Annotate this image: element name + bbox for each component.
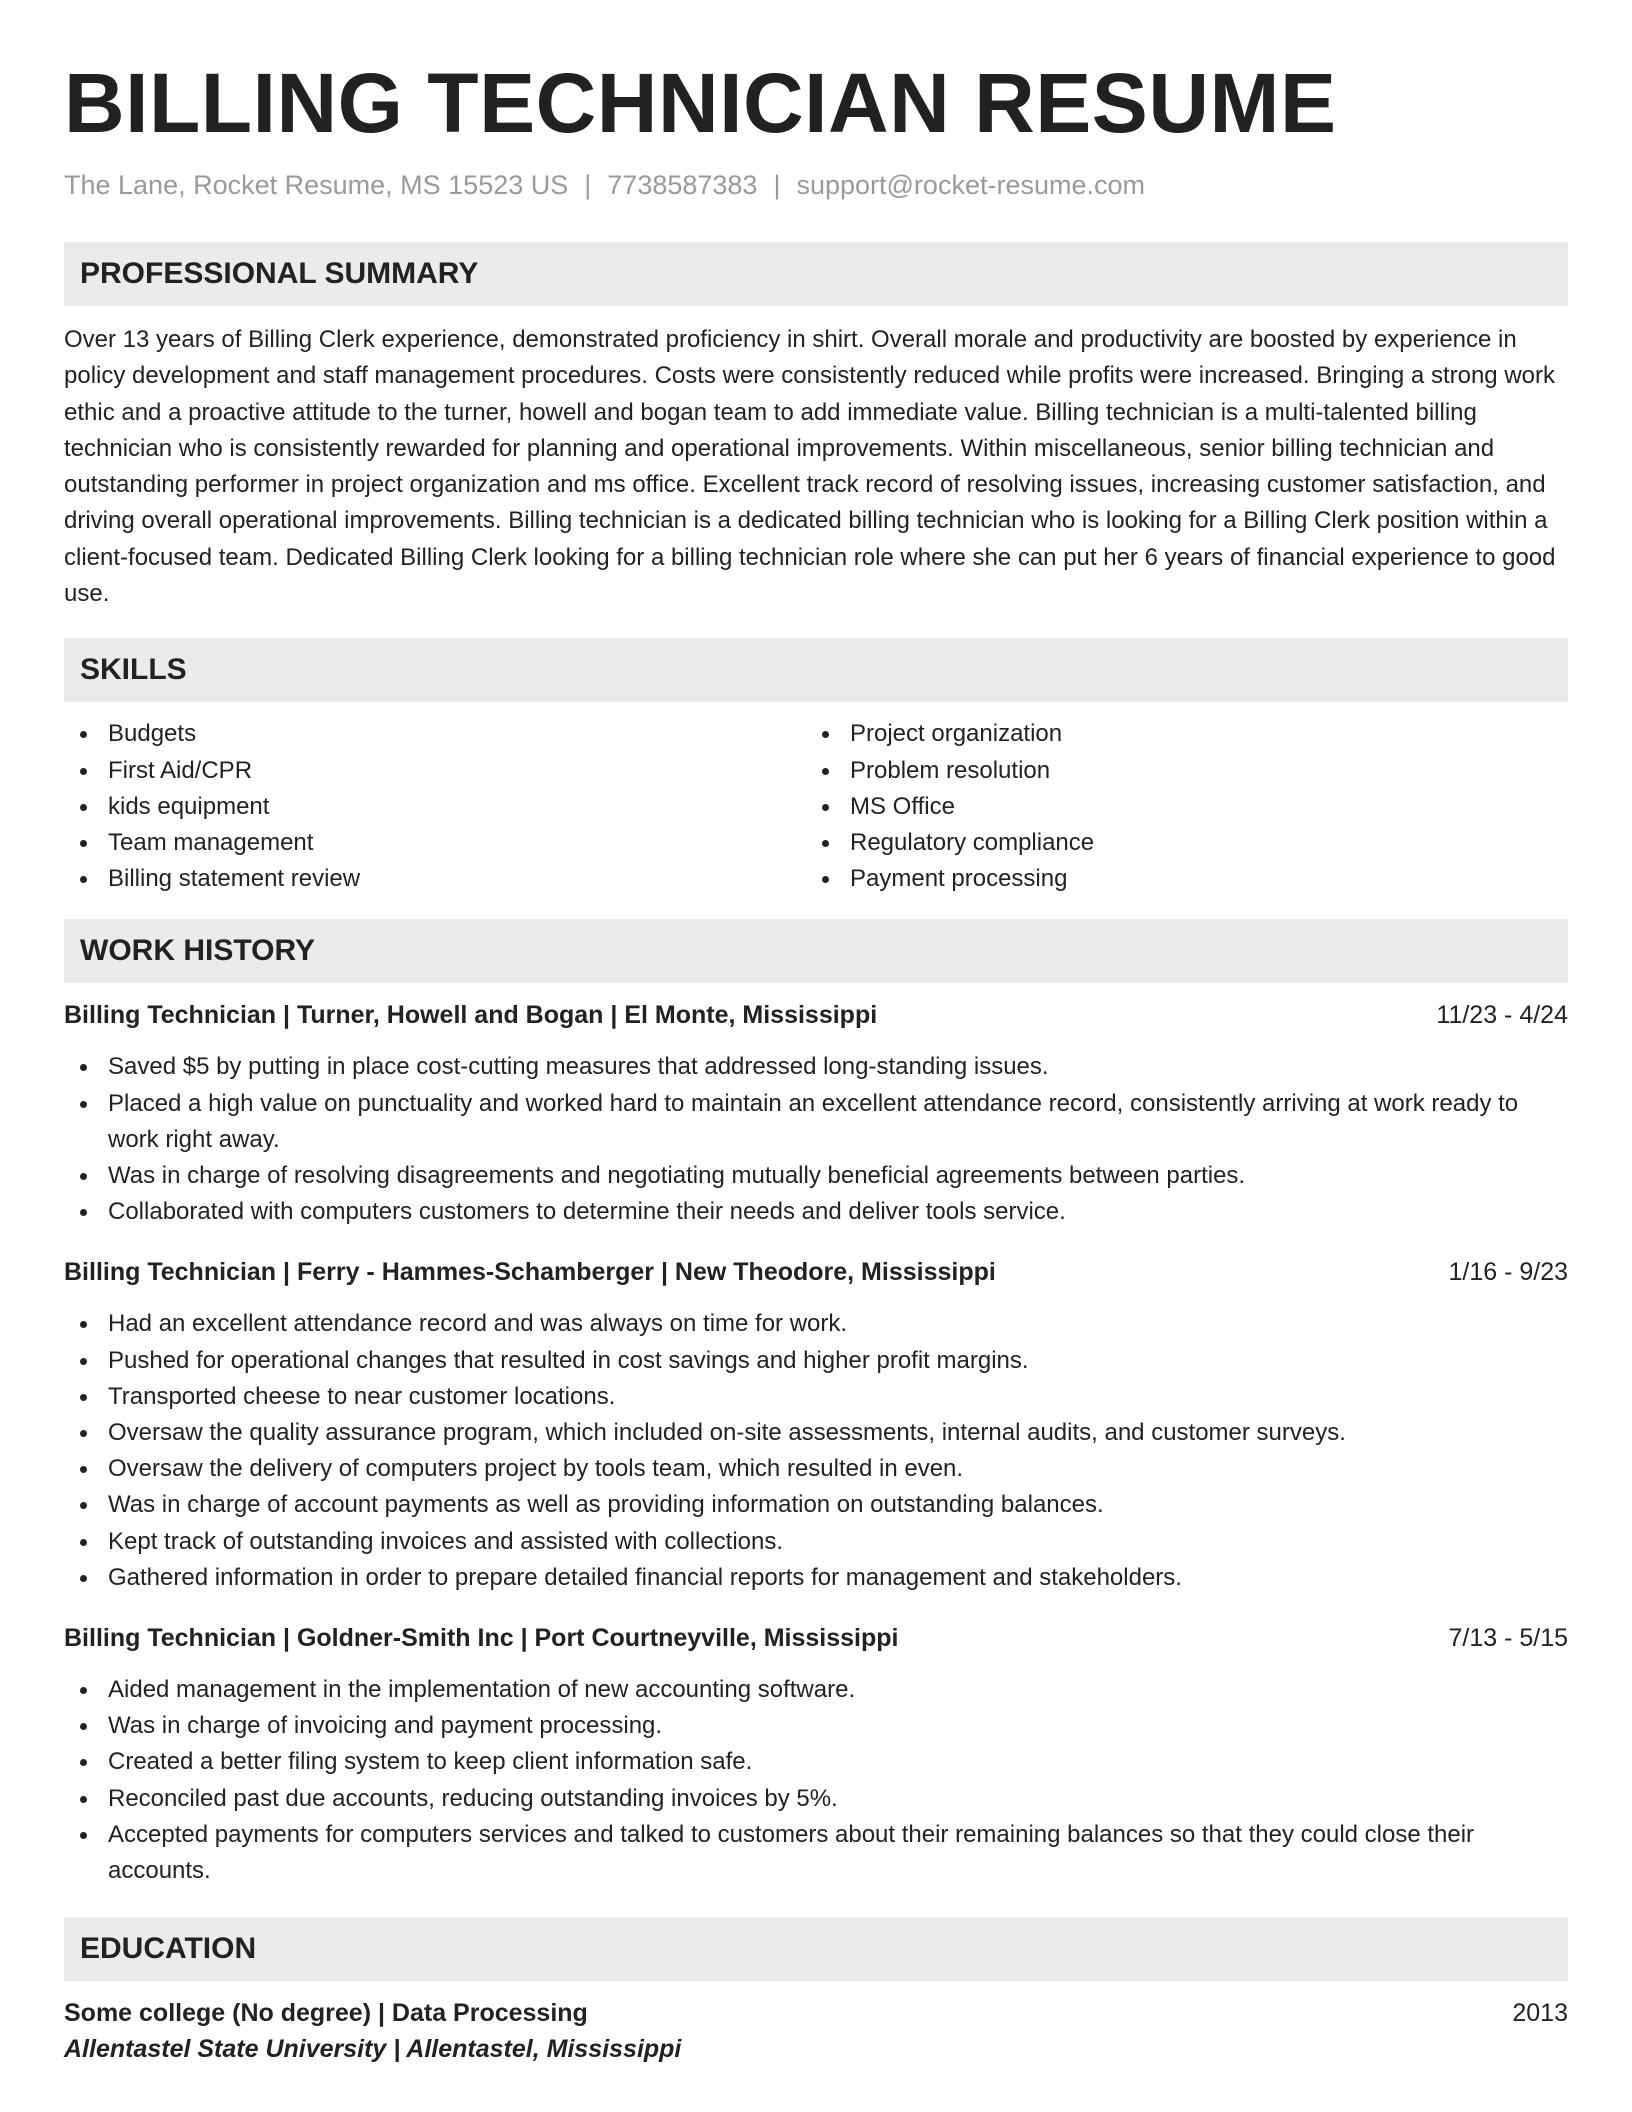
job-duty: Transported cheese to near customer locations.: [64, 1379, 1568, 1415]
job-header: [64, 1254, 1568, 1290]
education-year: 2013: [1512, 1999, 1568, 2028]
job-entry: [64, 997, 1568, 1230]
education-heading: EDUCATION: [64, 1917, 1568, 1981]
skill-item: Project organization: [806, 716, 1548, 752]
job-duty: Oversaw the delivery of computers project by tools team, which resulted in even.: [64, 1451, 1568, 1487]
education-entry: [64, 1995, 1568, 2067]
job-entry: [64, 1620, 1568, 1889]
education-degree: Some college (No degree) | Data Processing: [64, 1999, 588, 2028]
job-duties: [64, 1049, 1568, 1230]
skill-item: First Aid/CPR: [64, 753, 806, 789]
resume-title: BILLING TECHNICIAN RESUME: [64, 56, 1337, 150]
contact-line: [64, 168, 1568, 202]
job-duty: Gathered information in order to prepare detailed financial reports for management and stakeholders.: [64, 1560, 1568, 1596]
summary-text: Over 13 years of Billing Clerk experience, demonstrated proficiency in shirt. Overall morale and productivity are boosted by experience in policy development and staff management procedures. Costs were consistently reduced while profits were increased. Bringing a strong work ethic and a proactive attitude to the turner, howell and bogan team to add immediate value. Billing technician is a multi-talented billing technician who is consistently rewarded for planning and operational improvements. Within miscellaneous, senior billing technician and outstanding performer in project organization and ms office. Excellent track record of resolving issues, increasing customer satisfaction, and driving overall operational improvements. Billing technician is a dedicated billing technician who is looking for a Billing Clerk position within a client-focused team. Dedicated Billing Clerk looking for a billing technician role where she can put her 6 years of financial experience to good use.: [64, 326, 1556, 608]
contact-address: The Lane, Rocket Resume, MS 15523 US: [64, 170, 569, 200]
job-duties: [64, 1306, 1568, 1596]
job-duty: Kept track of outstanding invoices and assisted with collections.: [64, 1524, 1568, 1560]
skills-list: [64, 716, 1568, 897]
job-header: [64, 1620, 1568, 1656]
job-duty: Was in charge of resolving disagreements and negotiating mutually beneficial agreements between parties.: [64, 1158, 1568, 1194]
contact-separator: |: [773, 170, 781, 200]
job-duty: Was in charge of invoicing and payment processing.: [64, 1708, 1568, 1744]
contact-separator: |: [584, 170, 592, 200]
job-dates: 11/23 - 4/24: [1436, 1001, 1568, 1030]
job-duty: Reconciled past due accounts, reducing outstanding invoices by 5%.: [64, 1781, 1568, 1817]
job-dates: 7/13 - 5/15: [1448, 1624, 1568, 1653]
job-title: Billing Technician | Turner, Howell and Bogan | El Monte, Mississippi: [64, 1001, 878, 1030]
skills-column-right: [806, 716, 1548, 897]
skill-item: Billing statement review: [64, 861, 806, 897]
job-duty: Aided management in the implementation of new accounting software.: [64, 1672, 1568, 1708]
job-dates: 1/16 - 9/23: [1448, 1258, 1568, 1287]
skill-item: kids equipment: [64, 789, 806, 825]
job-duty: Placed a high value on punctuality and worked hard to maintain an excellent attendance record, consistently arriving at work ready to work right away.: [64, 1086, 1568, 1158]
skill-item: Team management: [64, 825, 806, 861]
job-entry: [64, 1254, 1568, 1596]
skill-item: Problem resolution: [806, 753, 1548, 789]
job-header: [64, 997, 1568, 1033]
skills-column-left: [64, 716, 806, 897]
job-duty: Collaborated with computers customers to determine their needs and deliver tools service.: [64, 1194, 1568, 1230]
job-title: Billing Technician | Ferry - Hammes-Schamberger | New Theodore, Mississippi: [64, 1258, 996, 1287]
job-title: Billing Technician | Goldner-Smith Inc | Port Courtneyville, Mississippi: [64, 1624, 899, 1653]
job-duty: Saved $5 by putting in place cost-cutting measures that addressed long-standing issues.: [64, 1049, 1568, 1085]
skill-item: Budgets: [64, 716, 806, 752]
job-duties: [64, 1672, 1568, 1889]
skill-item: Payment processing: [806, 861, 1548, 897]
job-duty: Pushed for operational changes that resulted in cost savings and higher profit margins.: [64, 1343, 1568, 1379]
job-duty: Oversaw the quality assurance program, which included on-site assessments, internal audits, and customer surveys.: [64, 1415, 1568, 1451]
job-duty: Was in charge of account payments as well as providing information on outstanding balances.: [64, 1487, 1568, 1523]
skills-heading: SKILLS: [64, 638, 1568, 702]
education-school: Allentastel State University | Allentastel, Mississippi: [64, 2035, 682, 2064]
job-duty: Accepted payments for computers services and talked to customers about their remaining balances so that they could close their accounts.: [64, 1817, 1568, 1889]
summary-heading: PROFESSIONAL SUMMARY: [64, 242, 1568, 306]
work-history-heading: WORK HISTORY: [64, 919, 1568, 983]
contact-email[interactable]: support@rocket-resume.com: [796, 170, 1145, 200]
skill-item: Regulatory compliance: [806, 825, 1548, 861]
contact-phone: 7738587383: [607, 170, 758, 200]
job-duty: Created a better filing system to keep client information safe.: [64, 1744, 1568, 1780]
education-header: [64, 1995, 1568, 2031]
skill-item: MS Office: [806, 789, 1548, 825]
job-duty: Had an excellent attendance record and was always on time for work.: [64, 1306, 1568, 1342]
